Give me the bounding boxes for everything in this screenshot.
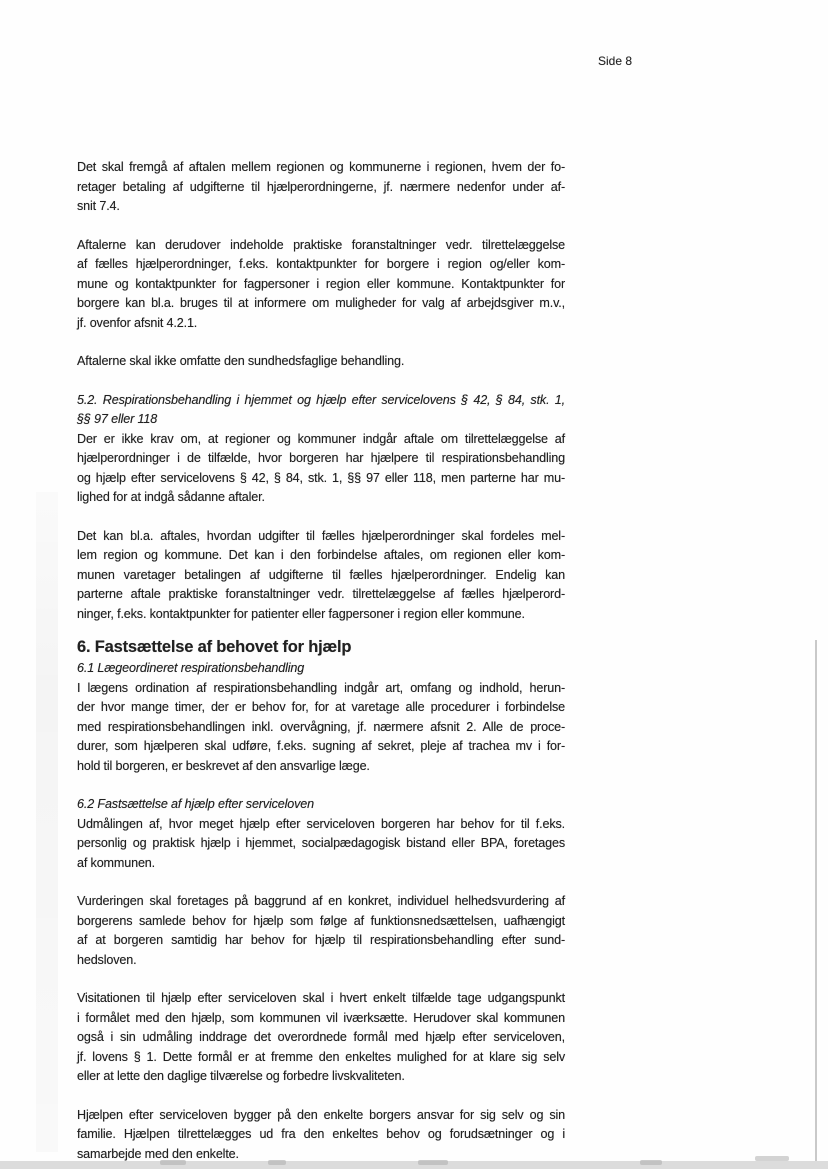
text-line: i formålet med den hjælp, som kommunen vil iværksætte. Herudover skal kommunen [77, 1010, 565, 1025]
scan-artifact-smudge [755, 1156, 789, 1161]
text-line: hold til borgeren, er beskrevet af den ansvarlige læge. [77, 758, 370, 773]
text-line: jf. lovens § 1. Dette formål er at fremme den enkeltes mulighed for at klare sig selv [77, 1049, 565, 1064]
text-line: Der er ikke krav om, at regioner og kommuner indgår aftale om tilrettelæggelse af [77, 431, 565, 446]
paragraph [77, 158, 565, 217]
text-line: Aftalerne skal ikke omfatte den sundhedsfaglige behandling. [77, 354, 405, 368]
text-line: lighed for at indgå sådanne aftaler. [77, 490, 265, 504]
text-line: af at borgeren samtidig har behov for hjælp til respirationsbehandling efter sund- [77, 933, 565, 947]
paragraph [77, 430, 565, 508]
text-line: også i sin udmåling inddrage det overordnede formål med hjælp efter serviceloven, [77, 1030, 565, 1044]
text-line: af fælles hjælperordninger, f.eks. kontaktpunkter for borgere i region og/eller kom- [77, 257, 565, 271]
subheading [77, 391, 565, 430]
text-line: Vurderingen skal foretages på baggrund af en konkret, individuel helhedsvurdering af [77, 894, 565, 908]
text-line: der hvor mange timer, der er behov for, for at varetage alle procedurer i forbindelse [77, 700, 565, 714]
scan-artifact-right-edge-line [815, 640, 817, 1169]
text-line: borgerens samlede behov for hjælp som følge af funktionsnedsættelsen, uafhængigt [77, 913, 565, 928]
text-line: hjælperordninger i de tilfælde, hvor borgeren har hjælpere til respirationsbehandling [77, 451, 565, 465]
text-line: Visitationen til hjælp efter serviceloven skal i hvert enkelt tilfælde tage udgangspunkt [77, 991, 565, 1005]
text-line: Aftalerne kan derudover indeholde praktiske foranstaltninger vedr. tilrettelæggelse [77, 237, 565, 252]
text-line: 6.2 Fastsættelse af hjælp efter serviceloven [77, 797, 314, 811]
subheading [77, 795, 565, 815]
scan-artifact-left-shade [36, 492, 58, 1152]
text-line: mune og kontaktpunkter for fagpersoner i region eller kommune. Kontaktpunkter for [77, 276, 565, 291]
scan-artifact-smudge [640, 1160, 662, 1165]
text-line: samarbejde med den enkelte. [77, 1146, 239, 1161]
text-line: med respirationsbehandlingen inkl. overvågning, jf. nærmere afsnit 2. Alle de proce- [77, 719, 565, 734]
text-line: eller at lette den daglige tilværelse og forbedre livskvaliteten. [77, 1069, 405, 1083]
text-line: jf. ovenfor afsnit 4.2.1. [77, 315, 198, 330]
text-line: ninger, f.eks. kontaktpunkter for patienter eller fagpersoner i region eller kommune. [77, 606, 525, 621]
heading [77, 636, 565, 659]
paragraph [77, 815, 565, 874]
paragraph [77, 1106, 565, 1165]
text-line: Det kan bl.a. aftales, hvordan udgifter til fælles hjælperordninger skal fordeles mel- [77, 528, 565, 543]
text-line: familie. Hjælpen tilrettelægges ud fra den enkeltes behov og forudsætninger og i [77, 1127, 565, 1141]
paragraph [77, 527, 565, 625]
text-line: I lægens ordination af respirationsbehandling indgår art, omfang og indhold, herun- [77, 680, 565, 695]
text-line: og hjælp efter servicelovens § 42, § 84, stk. 1, §§ 97 eller 118, men parterne har mu- [77, 470, 565, 485]
text-line: munen varetager betalingen af udgifterne til fælles hjælperordninger. Endelig kan [77, 567, 565, 582]
text-line: 6.1 Lægeordineret respirationsbehandling [77, 661, 305, 675]
text-line: Det skal fremgå af aftalen mellem regionen og kommunerne i regionen, hvem der fo- [77, 160, 565, 174]
text-line: borgere kan bl.a. bruges til at informere om muligheder for valg af arbejdsgiver m.v., [77, 296, 565, 310]
text-line: lem region og kommune. Det kan i den forbindelse aftales, om regionen eller kom- [77, 548, 565, 562]
text-line: 5.2. Respirationsbehandling i hjemmet og hjælp efter servicelovens § 42, § 84, stk. 1, [77, 392, 565, 407]
document-text-body [77, 158, 565, 1164]
page-number-label: Side 8 [598, 54, 633, 68]
text-line: parterne aftale praktiske foranstaltninger vedr. tilrettelæggelse af fælles hjælperord- [77, 587, 565, 601]
text-line: 6. Fastsættelse af behovet for hjælp [77, 638, 352, 656]
paragraph [77, 679, 565, 777]
text-line: hedsloven. [77, 952, 137, 967]
paragraph [77, 236, 565, 334]
text-line: personlig og praktisk hjælp i hjemmet, socialpædagogisk bistand eller BPA, foretages [77, 836, 565, 850]
paragraph [77, 989, 565, 1087]
paragraph [77, 352, 565, 372]
paragraph [77, 892, 565, 970]
text-line: Hjælpen efter serviceloven bygger på den enkelte borgers ansvar for sig selv og sin [77, 1107, 565, 1122]
text-line: af kommunen. [77, 855, 155, 870]
text-line: retager betaling af udgifterne til hjælperordningerne, jf. nærmere nedenfor under af- [77, 179, 565, 194]
subheading [77, 659, 565, 679]
text-line: §§ 97 eller 118 [77, 412, 158, 426]
text-line: snit 7.4. [77, 199, 120, 213]
text-line: Udmålingen af, hvor meget hjælp efter serviceloven borgeren har behov for til f.eks. [77, 816, 565, 831]
text-line: durer, som hjælperen skal udføre, f.eks. sugning af sekret, pleje af trachea mv i for- [77, 739, 565, 753]
